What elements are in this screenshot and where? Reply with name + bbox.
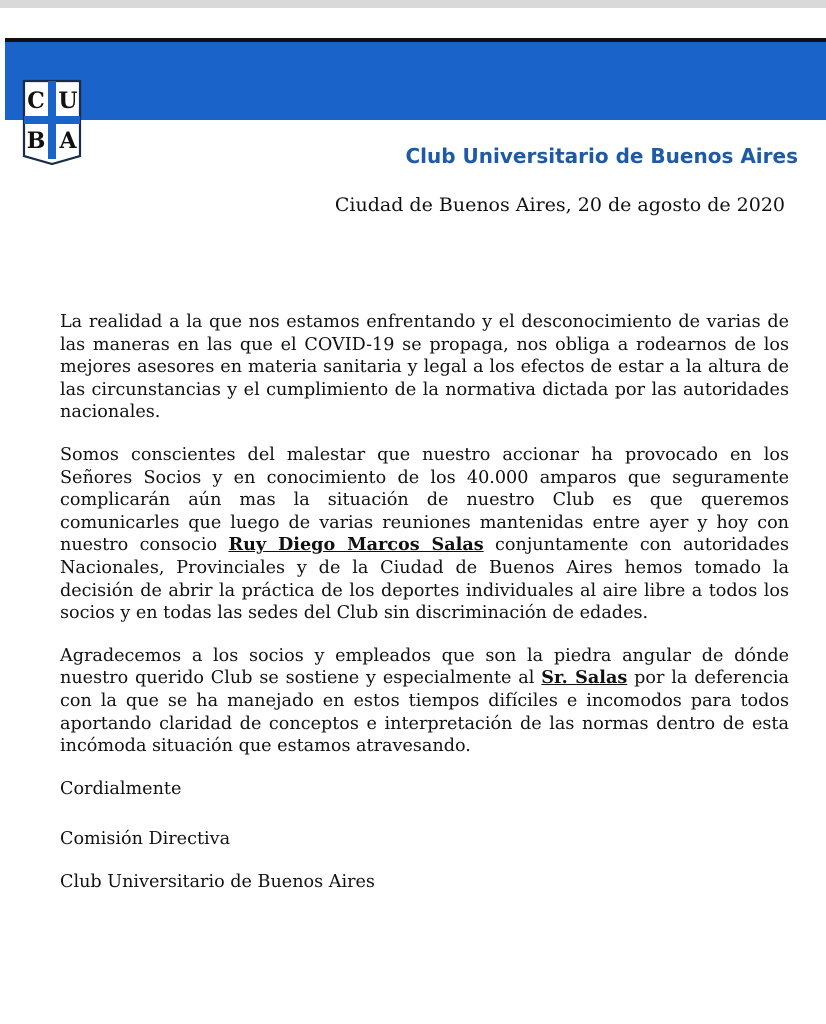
paragraph-3-text-start: Agradecemos a los socios y empleados que son la piedra angular de dónde nuestro querido Club se sostiene y especialmente al — [60, 645, 789, 689]
paragraph-2-text-start: Somos conscientes del malestar que nuestro accionar ha provocado en los Señores Socios y en conocimiento de los 40.000 amparos que seguramente complicarán aún mas la situación de nuestro Club es que queremos comunicarles que luego de varias reuniones mantenidas entre ayer y hoy con nuestro consocio — [60, 444, 789, 556]
date-line: Ciudad de Buenos Aires, 20 de agosto de 2020 — [334, 194, 785, 216]
paragraph-1: La realidad a la que nos estamos enfrentando y el desconocimiento de varias de las maneras en las que el COVID-19 se propaga, nos obliga a rodearnos de los mejores asesores en materia sanitaria y legal a los efectos de estar a la altura de las circunstancias y el cumplimiento de la normativa dictada por las autoridades nacionales. — [60, 312, 789, 423]
logo-letter-u: U — [58, 88, 78, 114]
logo-letter-c: C — [27, 88, 45, 114]
header-blue-band — [5, 38, 826, 120]
signature-line-1: Comisión Directiva — [60, 829, 231, 850]
signature-line-2: Club Universitario de Buenos Aires — [60, 871, 375, 892]
top-gray-strip — [0, 0, 826, 8]
club-logo — [21, 78, 83, 166]
member-name-highlight: Ruy Diego Marcos Salas — [228, 534, 484, 556]
paragraph-2-text-end: conjuntamente con autoridades Nacionales, Provinciales y de la Ciudad de Buenos Aires hemos tomado la decisión de abrir la práctica de los deportes individuales al aire libre a todos los socios y en todas las sedes del Club sin discriminación de edades. — [60, 535, 789, 624]
closing-salutation: Cordialmente — [60, 778, 182, 799]
logo-letter-a: A — [59, 128, 77, 154]
paragraph-2 — [60, 444, 789, 625]
club-name-heading: Club Universitario de Buenos Aires — [405, 144, 798, 168]
sr-salas-highlight: Sr. Salas — [541, 667, 628, 689]
paragraph-3-text-end: por la deferencia con la que se ha manejado en estos tiempos difíciles e incomodos para todos aportando claridad de conceptos e interpretación de las normas dentro de esta incómoda situación que estamos atravesando. — [60, 668, 789, 757]
paragraph-3 — [60, 645, 789, 758]
letter-body — [60, 311, 789, 913]
logo-letter-b: B — [26, 128, 46, 154]
